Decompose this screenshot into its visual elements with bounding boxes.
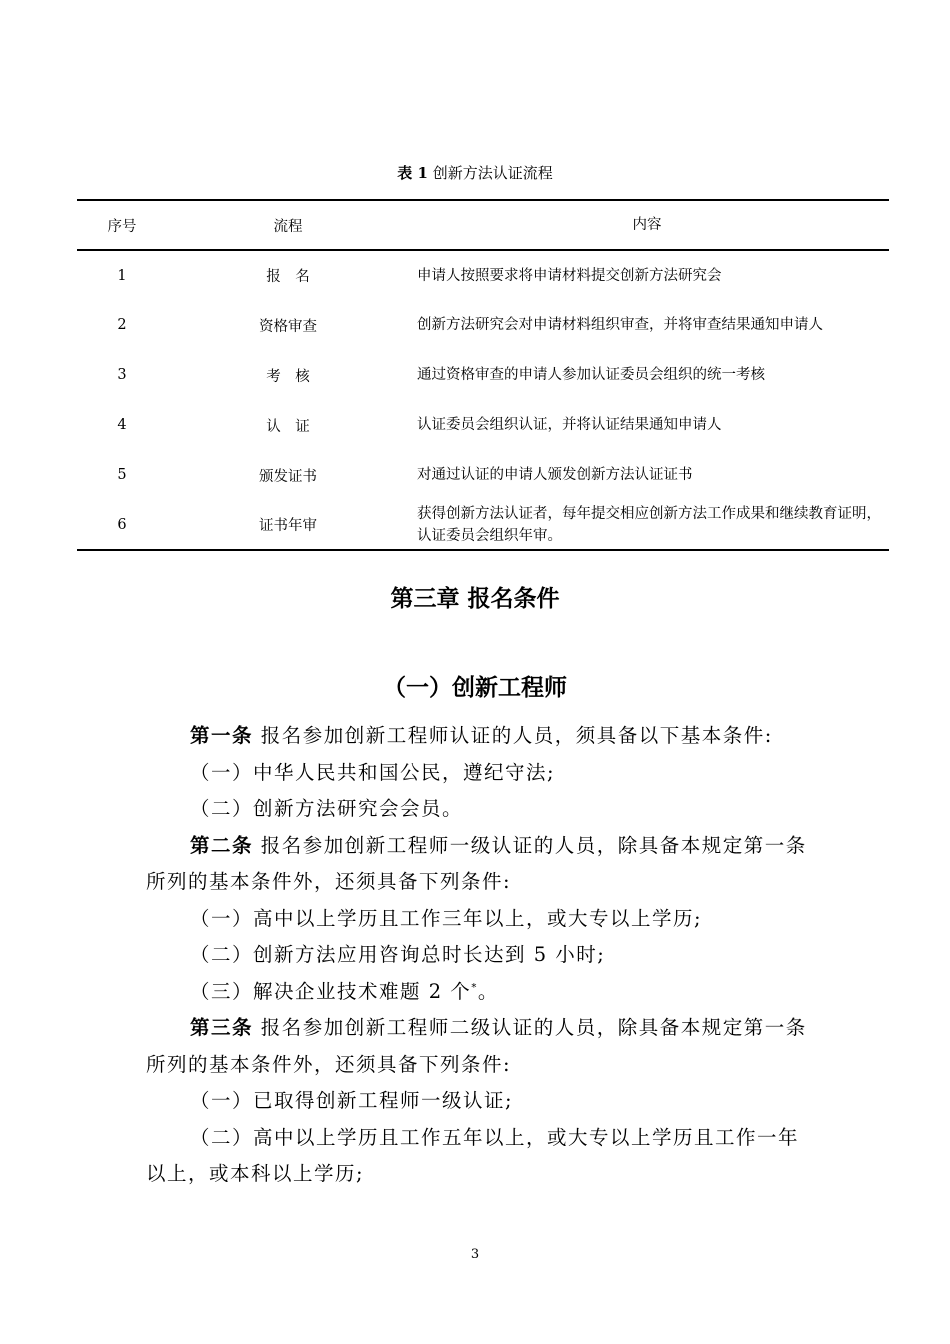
row-content: 申请人按照要求将申请材料提交创新方法研究会 (417, 267, 722, 284)
header-process: 流程 (273, 218, 303, 235)
article-3-label: 第三条 (190, 1016, 254, 1039)
article-2-item-end: 。 (477, 979, 499, 1003)
table-caption (0, 163, 950, 183)
article-3 (146, 1010, 808, 1083)
article-2-label: 第二条 (190, 833, 254, 857)
table-caption-text: 创新方法认证流程 (432, 164, 553, 182)
row-content: 认证委员会组织认证，并将认证结果通知申请人 (417, 417, 722, 433)
article-3-item: （一）已取得创新工程师一级认证; (190, 1089, 514, 1112)
row-step: 报 名 (266, 269, 310, 285)
article-2 (146, 828, 808, 901)
article-2-item: （一）高中以上学历且工作三年以上，或大专以上学历; (190, 906, 703, 930)
table-row (77, 350, 889, 400)
article-3-item: （二）高中以上学历且工作五年以上，或大专以上学历且工作一年以上，或本科以上学历; (146, 1125, 800, 1185)
row-step: 证书年审 (259, 518, 317, 534)
table-row (77, 500, 889, 550)
section-title: （一）创新工程师 (383, 675, 567, 701)
row-number: 2 (117, 317, 127, 333)
page-number: 3 (470, 1247, 480, 1262)
chapter-title: 第三章 报名条件 (390, 586, 560, 612)
row-content: 获得创新方法认证者，每年提交相应创新方法工作成果和继续教育证明，认证委员会组织年审。 (417, 505, 881, 544)
row-number: 5 (117, 467, 127, 483)
table-caption-label: 表 1 (397, 164, 428, 182)
row-content: 创新方法研究会对申请材料组织审查，并将审查结果通知申请人 (417, 317, 823, 333)
row-content: 对通过认证的申请人颁发创新方法认证证书 (417, 467, 693, 483)
article-2-text: 报名参加创新工程师一级认证的人员，除具备本规定第一条所列的基本条件外，还须具备下列条件: (146, 833, 807, 893)
article-1-item: （一）中华人民共和国公民，遵纪守法; (190, 760, 556, 784)
footnote-mark: * (471, 982, 478, 993)
article-2-item-text: （三）解决企业技术难题 2 个 (190, 979, 472, 1003)
header-number: 序号 (107, 218, 137, 235)
row-content: 通过资格审查的申请人参加认证委员会组织的统一考核 (417, 367, 765, 383)
article-2-item: （二）创新方法应用咨询总时长达到 5 小时; (190, 943, 606, 966)
row-number: 6 (117, 516, 127, 533)
article-3-text: 报名参加创新工程师二级认证的人员，除具备本规定第一条所列的基本条件外，还须具备下列条件: (146, 1016, 807, 1076)
header-content: 内容 (632, 217, 662, 233)
row-step: 颁发证书 (259, 468, 317, 485)
article-1-item: （二）创新方法研究会会员。 (190, 797, 464, 820)
row-number: 4 (117, 417, 127, 433)
article-1-label: 第一条 (190, 724, 254, 747)
table-row (77, 450, 889, 500)
table-row (77, 250, 889, 300)
article-1 (146, 718, 808, 755)
article-body (146, 718, 808, 1193)
row-step: 考 核 (266, 368, 310, 385)
table-header-row (77, 200, 889, 250)
row-step: 资格审查 (259, 318, 317, 335)
row-number: 1 (117, 267, 127, 284)
row-number: 3 (117, 367, 127, 383)
row-step: 认 证 (266, 418, 310, 435)
article-1-text: 报名参加创新工程师认证的人员，须具备以下基本条件: (253, 724, 773, 747)
article-2-item (146, 974, 808, 1011)
table-row (77, 400, 889, 450)
table-row (77, 300, 889, 350)
certification-process-table (77, 199, 889, 551)
